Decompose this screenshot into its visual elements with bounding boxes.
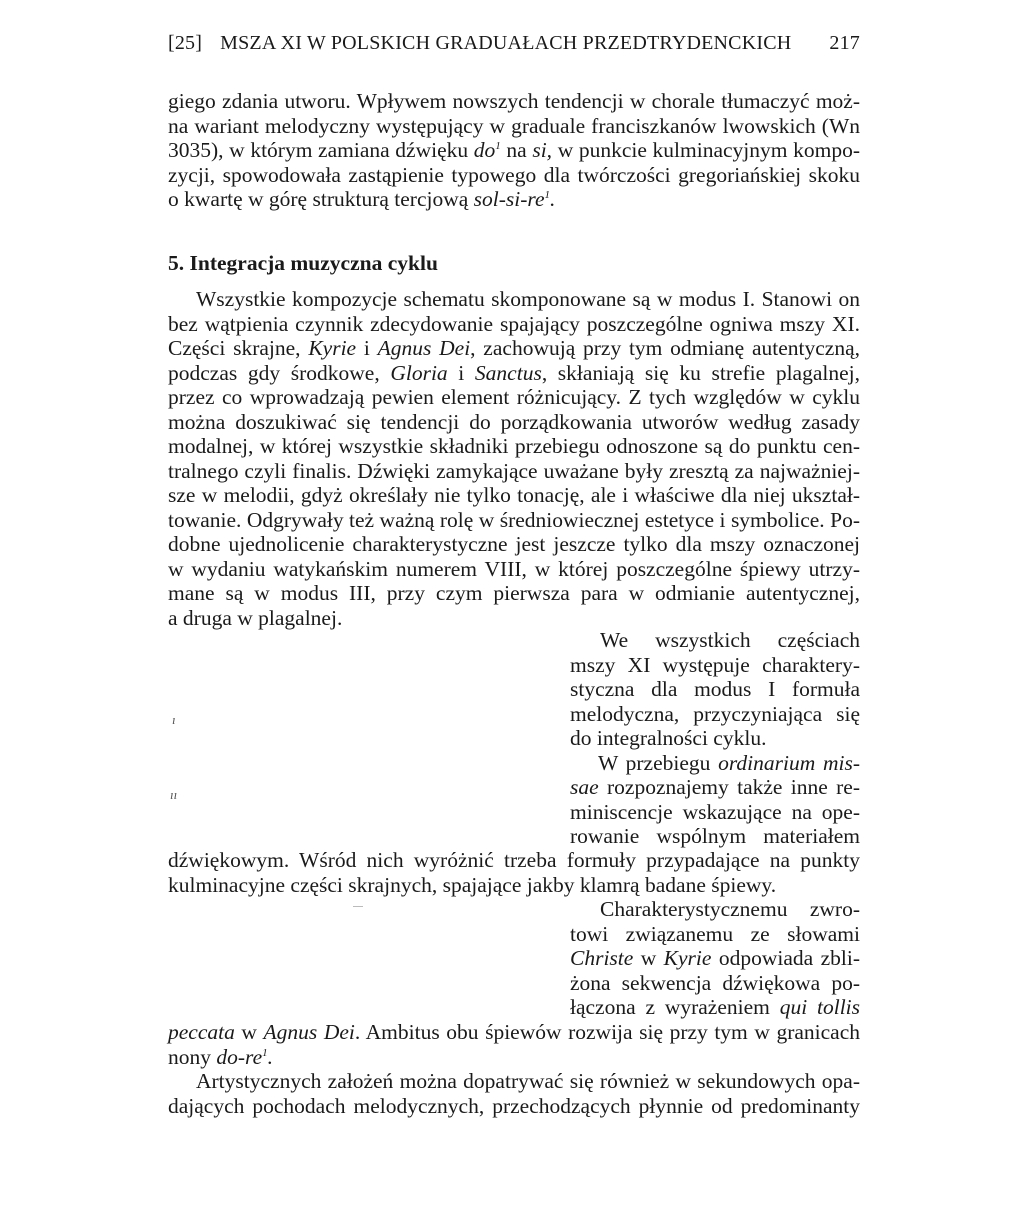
paragraph-1 [168, 89, 860, 212]
text-line: W przebiegu ordinarium mis- [598, 750, 860, 775]
text-line: łączona z wyrażeniem qui tollis [570, 995, 861, 1019]
text-line: nony $do-re^1$. [168, 1044, 274, 1069]
scan-dash [353, 906, 363, 907]
text-line: 3035), w którym zamiana dźwięku $do^1$ na si, w punkcie kulminacyjnym kompo- [168, 138, 861, 162]
paragraph-2 [168, 287, 860, 630]
text-line: Christe w Kyrie odpowiada zbli- [570, 946, 860, 970]
header-left [168, 32, 809, 55]
running-title: MSZA XI W POLSKICH GRADUAŁACH PRZEDTRYDENCKICH [220, 32, 792, 54]
paragraph-4-tail [168, 1020, 860, 1069]
scan-mark: ıı [170, 787, 178, 802]
text-line: o kwartę w górę strukturą tercjową sol-$si-re^1$. [168, 187, 556, 211]
paragraph-5 [168, 1069, 860, 1118]
text-line: mane są w modus III, przy czym pierwsza para w odmianie autentycznej, [168, 581, 860, 605]
paragraph-3-tail [168, 848, 860, 897]
text-line: sze w melodii, gdyż określały nie tylko tonację, ale i właściwe dla niej ukształ- [168, 483, 860, 507]
text-line: przez co wprowadzają pewien element różnicujący. Z tych względów w cyklu [168, 385, 860, 409]
running-header [168, 32, 860, 55]
text-line: Artystycznych założeń można dopatrywać się również w sekundowych opa- [196, 1069, 860, 1093]
text-line: mszy XI występuje charaktery- [570, 652, 860, 677]
text-line: Wszystkie kompozycje schematu skomponowane są w modus I. Stanowi on [196, 287, 860, 311]
right-column-1 [570, 628, 860, 849]
text-line: podczas gdy środkowe, Gloria i Sanctus, skłaniają się ku strefie plagalnej, [168, 360, 860, 385]
text-line: Części skrajne, Kyrie i Agnus Dei, zachowują przy tym odmianę autentyczną, [168, 336, 861, 360]
text-line: We wszystkich częściach [600, 628, 860, 652]
text-line: dobne ujednolicenie charakterystyczne jest jeszcze tylko dla mszy oznaczonej [168, 532, 860, 556]
text-line: dających pochodach melodycznych, przechodzących płynnie od predominanty [168, 1093, 860, 1118]
text-line: rowanie wspólnym materiałem [570, 824, 860, 848]
text-line: na wariant melodyczny występujący w graduale franciszkanów lwowskich (Wn [168, 113, 860, 138]
text-line: do integralności cyklu. [570, 726, 767, 750]
text-line: peccata w Agnus Dei. Ambitus obu śpiewów rozwija się przy tym w granicach [168, 1020, 860, 1044]
text-line: giego zdania utworu. Wpływem nowszych tendencji w chorale tłumaczyć moż- [168, 89, 860, 113]
page-number: 217 [829, 32, 860, 54]
text-line: można doszukiwać się tendencji do porządkowania utworów według zasady [168, 409, 860, 434]
text-line: w wydaniu watykańskim numerem VIII, w której poszczególne śpiewy utrzy- [168, 556, 860, 581]
text-line: sae rozpoznajemy także inne re- [570, 775, 860, 799]
text-line: tralnego czyli finalis. Dźwięki zamykające uważane były zresztą za najważniej- [168, 458, 860, 483]
text-line: towi związanemu ze słowami [570, 921, 860, 946]
text-line: bez wątpienia czynnik zdecydowanie spajający poszczególne ogniwa mszy XI. [168, 311, 860, 336]
text-line: zycji, spowodowała zastąpienie typowego dla twórczości gregoriańskiej skoku [168, 162, 860, 187]
text-line: melodyczna, przyczyniająca się [570, 701, 860, 726]
right-column-2 [570, 897, 860, 1020]
text-line: kulminacyjne części skrajnych, spajające jakby klamrą badane śpiewy. [168, 872, 777, 897]
text-line: Charakterystycznemu zwro- [600, 897, 860, 921]
text-line: a druga w plagalnej. [168, 605, 343, 630]
text-line: dźwiękowym. Wśród nich wyróżnić trzeba formuły przypadające na punkty [168, 848, 860, 872]
text-line: żona sekwencja dźwiękowa po- [570, 970, 860, 995]
section-number: [25] [168, 32, 203, 54]
text-line: miniscencje wskazujące na ope- [570, 799, 860, 824]
scan-mark: ı [172, 712, 176, 727]
text-line: styczna dla modus I formuła [570, 677, 860, 701]
text-line: modalnej, w której wszystkie składniki przebiegu odnoszone są do punktu cen- [168, 434, 860, 458]
section-heading: 5. Integracja muzyczna cyklu [168, 251, 438, 275]
text-line: towanie. Odgrywały też ważną rolę w średniowiecznej estetyce i symbolice. Po- [168, 507, 860, 532]
